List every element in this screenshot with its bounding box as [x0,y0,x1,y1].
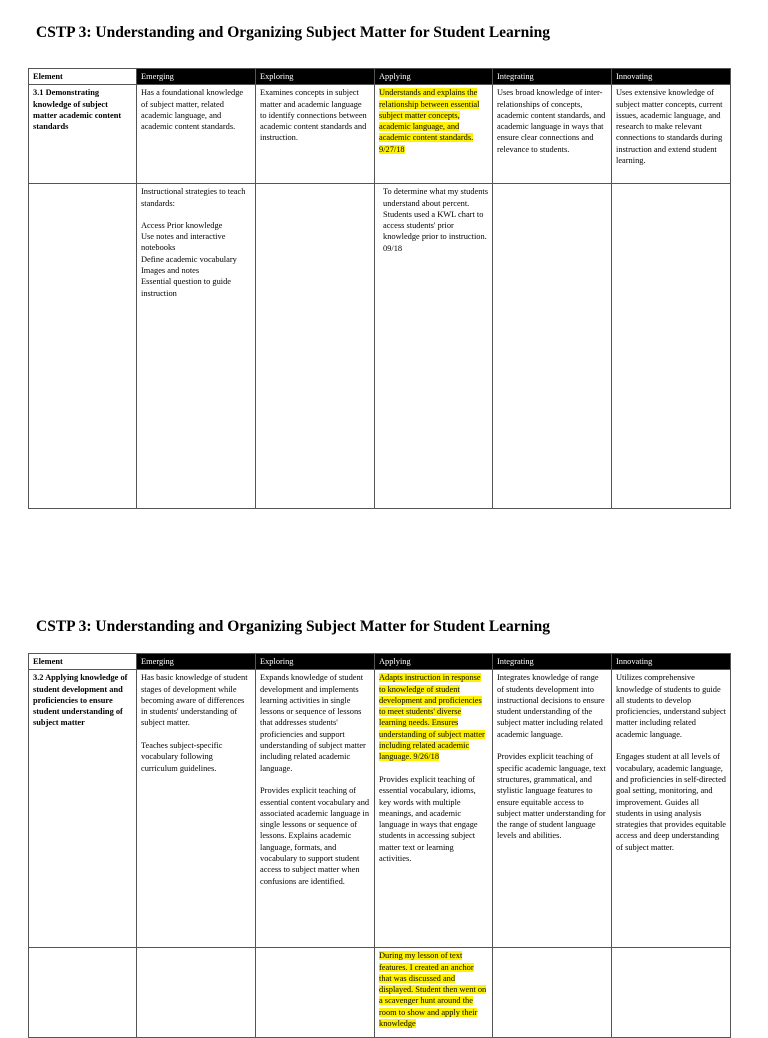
evidence-line: Images and notes [141,266,200,276]
element-name: 3.1 Demonstrating knowledge of subject matter academic content standards [29,85,137,184]
evidence-innovating [612,948,731,1038]
descriptor-paragraph [379,672,488,762]
descriptor-paragraph: Provides explicit teaching of specific academic language, text structures, grammatical, and stylistic language features to ensure equitable access to subject matter understanding for the range of student language levels and abilities. [497,752,606,841]
header-integrating: Integrating [493,654,612,670]
page-title: CSTP 3: Understanding and Organizing Subject Matter for Student Learning [36,24,550,41]
descriptor-applying [375,85,493,184]
descriptor-exploring: Examines concepts in subject matter and academic language to identify connections between academic content standards and instruction. [256,85,375,184]
header-emerging: Emerging [137,69,256,85]
evidence-integrating [493,184,612,509]
header-row [29,69,731,85]
evidence-element [29,948,137,1038]
evidence-element [29,184,137,509]
header-applying: Applying [375,69,493,85]
evidence-line: Use notes and interactive notebooks [141,232,226,253]
descriptor-integrating: Uses broad knowledge of inter-relationships of concepts, academic content standards, and academic language in ways that ensure clear connections and relevance to students. [493,85,612,184]
header-integrating: Integrating [493,69,612,85]
descriptor-innovating [612,670,731,948]
descriptor-paragraph: Teaches subject-specific vocabulary following curriculum guidelines. [141,741,223,773]
header-emerging: Emerging [137,654,256,670]
descriptor-row [29,85,731,184]
descriptor-integrating [493,670,612,948]
evidence-line: Define academic vocabulary [141,254,237,264]
evidence-emerging [137,948,256,1038]
descriptor-paragraph: Expands knowledge of student development and implements learning activities in single lessons or sequence of lessons that addresses students' proficiencies and support understanding of subject matter including related academic language. [260,673,366,773]
descriptor-paragraph: Utilizes comprehensive knowledge of students to guide all students to develop proficiencies, understand subject matter including related academic language. [616,673,726,739]
header-innovating: Innovating [612,69,731,85]
page-title: CSTP 3: Understanding and Organizing Subject Matter for Student Learning [36,618,550,635]
header-row [29,654,731,670]
descriptor-paragraph: Provides explicit teaching of essential content vocabulary and associated academic language in single lessons or sequence of lessons. Explains academic language, formats, and vocabulary to support student access to subject matter when confusions are identified. [260,786,370,886]
descriptor-paragraph: Engages student at all levels of vocabulary, academic language, and proficiencies in self-directed goal setting, monitoring, and improvement. Guides all students in using analysis strategies that provides equitable access and deep understanding of subject matter. [616,752,727,852]
header-element: Element [29,654,137,670]
descriptor-row [29,670,731,948]
evidence-line: Instructional strategies to teach standards: [141,187,246,208]
evidence-line: Essential question to guide instruction [141,277,232,298]
evidence-exploring [256,184,375,509]
header-exploring: Exploring [256,654,375,670]
descriptor-paragraph: Has basic knowledge of student stages of development while becoming aware of differences in students' understanding of subject matter. [141,673,248,728]
element-name: 3.2 Applying knowledge of student development and proficiencies to ensure student understanding of subject matter [29,670,137,948]
header-innovating: Innovating [612,654,731,670]
evidence-text: To determine what my students understand about percent. Students used a KWL chart to access students' prior knowledge prior to instruction. 09/18 [383,187,489,253]
descriptor-emerging: Has a foundational knowledge of subject matter, related academic language, and academic content standards. [137,85,256,184]
evidence-line: Access Prior knowledge [141,220,223,230]
evidence-innovating [612,184,731,509]
descriptor-exploring [256,670,375,948]
descriptor-applying [375,670,493,948]
rubric-table [28,653,731,1038]
evidence-row [29,948,731,1038]
highlighted-text: During my lesson of text features. I created an anchor that was discussed and displayed. Student then went on a scavenger hunt around the room to show and apply their knowledge [379,951,487,1029]
evidence-integrating [493,948,612,1038]
highlighted-text: Adapts instruction in response to knowledge of student development and proficiencies to meet students' diverse learning needs. Ensures understanding of subject matter including related academic language. 9/26/18 [379,673,485,762]
rubric-table [28,68,731,509]
header-applying: Applying [375,654,493,670]
evidence-emerging [137,184,256,509]
descriptor-paragraph: Integrates knowledge of range of students development into instructional decisions to ensure student understanding of the subject matter including related academic language. [497,673,605,739]
header-element: Element [29,69,137,85]
descriptor-paragraph: Provides explicit teaching of essential vocabulary, idioms, key words with multiple meanings, and academic language in ways that engage students in accessing subject matter text or learning activities. [379,774,478,864]
descriptor-emerging [137,670,256,948]
evidence-applying [375,948,493,1038]
evidence-exploring [256,948,375,1038]
descriptor-innovating: Uses extensive knowledge of subject matter concepts, current issues, academic language, and research to make relevant connections to standards during instruction and extend student learning. [612,85,731,184]
evidence-applying [375,184,493,509]
evidence-row [29,184,731,509]
highlighted-text: Understands and explains the relationship between essential subject matter concepts, academic language, and academic content standards. 9/27/18 [379,88,480,154]
header-exploring: Exploring [256,69,375,85]
